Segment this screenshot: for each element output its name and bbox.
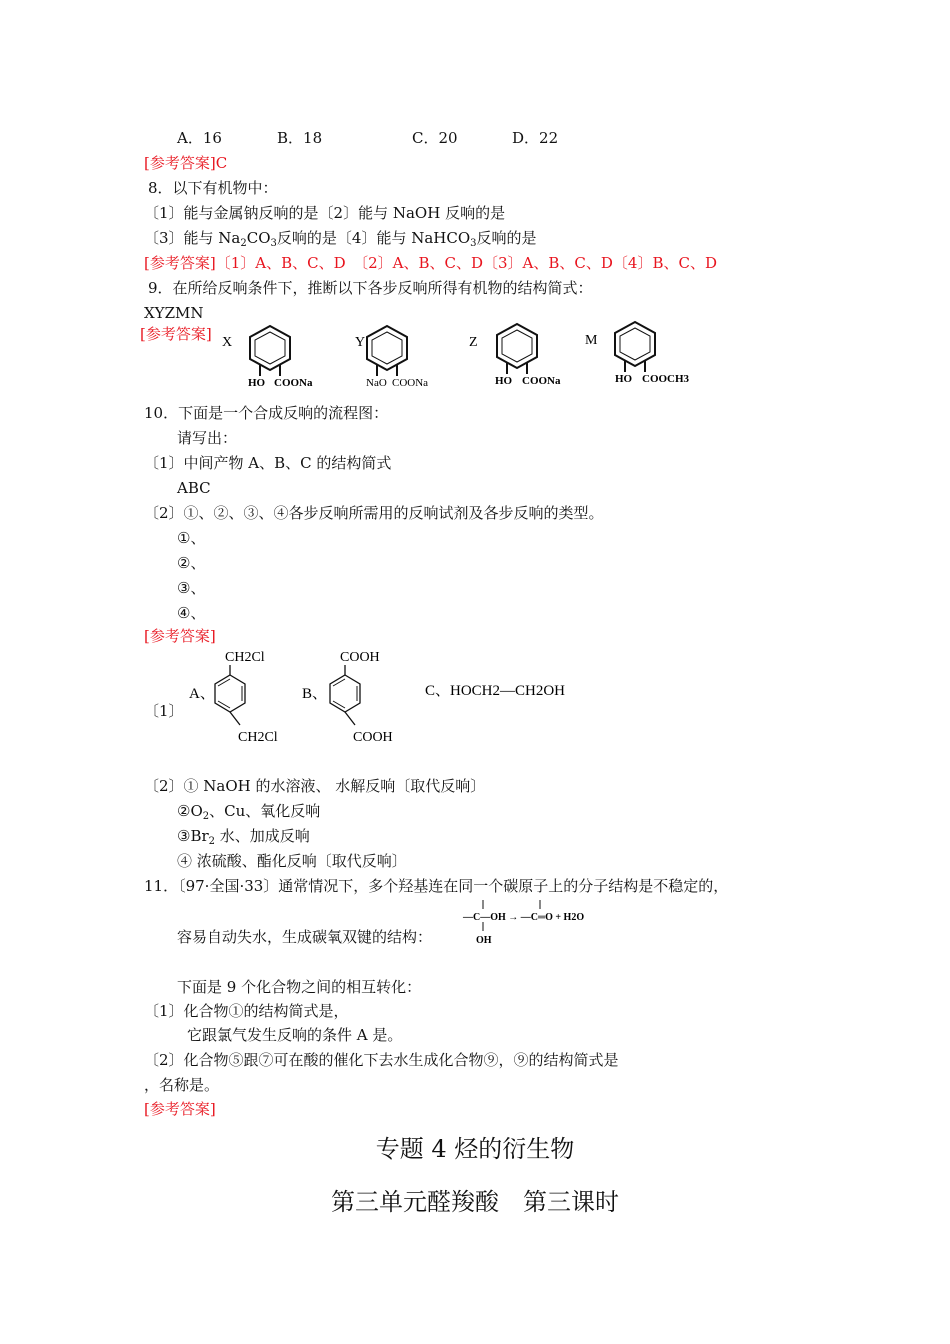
svg-text:COOH: COOH bbox=[353, 730, 393, 745]
q10-answer-tag: [参考答案] bbox=[144, 627, 216, 645]
q9-letters: XYZMN bbox=[144, 304, 204, 322]
q11-part2: 〔2〕化合物⑤跟⑦可在酸的催化下去水生成化合物⑨，⑨的结构简式是 bbox=[144, 1051, 619, 1069]
option-b: B．18 bbox=[277, 129, 323, 147]
svg-text:HO: HO bbox=[248, 377, 266, 389]
structure-m bbox=[585, 322, 690, 385]
q11-stem2: 容易自动失水，生成碳氧双键的结构： bbox=[177, 928, 433, 946]
q8-answer: [参考答案]〔1〕A、B、C、D 〔2〕A、B、C、D〔3〕A、B、C、D〔4〕B、C、D bbox=[144, 254, 717, 272]
q8-line1: 〔1〕能与金属钠反响的是〔2〕能与 NaOH 反响的是 bbox=[144, 204, 506, 222]
svg-text:NaO: NaO bbox=[366, 377, 387, 389]
svg-text:X: X bbox=[222, 335, 233, 350]
svg-text:COONa: COONa bbox=[522, 375, 561, 387]
svg-text:COOCH3: COOCH3 bbox=[642, 373, 690, 385]
q10-answer-structures bbox=[185, 645, 605, 750]
structure-a bbox=[189, 650, 278, 745]
q11-part2b: ，名称是。 bbox=[144, 1076, 220, 1094]
q10-ans2-3: $③Br_2$ 水、加成反响 bbox=[177, 827, 310, 847]
q10-ans2-2: $②O_2$、Cu、氧化反响 bbox=[177, 802, 321, 822]
option-c: C．20 bbox=[412, 129, 458, 147]
q11-intro: 下面是 9 个化合物之间的相互转化： bbox=[177, 978, 422, 996]
q10-blank-4: ④、 bbox=[177, 604, 206, 622]
svg-text:HO: HO bbox=[615, 373, 633, 385]
q10-blank-3: ③、 bbox=[177, 579, 206, 597]
svg-text:B、: B、 bbox=[302, 686, 328, 702]
structure-z bbox=[469, 324, 561, 387]
q11-dehydration-formula bbox=[460, 898, 610, 948]
q10-stem: 10．下面是一个合成反响的流程图： bbox=[144, 404, 389, 422]
svg-text:A、: A、 bbox=[189, 686, 215, 702]
svg-text:M: M bbox=[585, 333, 598, 348]
q10-ans1-prefix: 〔1〕 bbox=[144, 702, 184, 720]
q10-ans2-1: 〔2〕① NaOH 的水溶液、 水解反响〔取代反响〕 bbox=[144, 777, 486, 795]
section-title: 专题 4 烃的衍生物 bbox=[375, 1135, 575, 1163]
q8-line2: 〔3〕能与 $Na_2CO_3$反响的是〔4〕能与 NaHCO$_3$反响的是 bbox=[144, 229, 537, 249]
q10-part2: 〔2〕①、②、③、④各步反响所需用的反响试剂及各步反响的类型。 bbox=[144, 504, 604, 522]
svg-text:—C—OH → —C═O + H2O: —C—OH → —C═O + H2O bbox=[463, 912, 585, 923]
structure-b bbox=[302, 650, 393, 745]
q11-part1: 〔1〕化合物①的结构简式是， bbox=[144, 1002, 349, 1020]
svg-text:OH: OH bbox=[476, 935, 492, 946]
svg-text:CH2Cl: CH2Cl bbox=[238, 730, 278, 745]
q7-answer: [参考答案]C bbox=[144, 154, 228, 172]
structure-y bbox=[355, 326, 428, 389]
svg-text:Y: Y bbox=[355, 335, 366, 350]
q8-stem: 8．以下有机物中： bbox=[148, 179, 278, 197]
lesson-title: 第三单元醛羧酸 第三课时 bbox=[331, 1188, 619, 1216]
q10-part1: 〔1〕中间产物 A、B、C 的结构简式 bbox=[144, 454, 392, 472]
svg-text:COONa: COONa bbox=[392, 377, 429, 389]
q10-part1-letters: ABC bbox=[177, 479, 211, 497]
q10-blank-2: ②、 bbox=[177, 554, 206, 572]
svg-text:COONa: COONa bbox=[274, 377, 313, 389]
structure-c: C、HOCH2—CH2OH bbox=[425, 683, 566, 699]
structure-x bbox=[222, 326, 313, 389]
svg-text:Z: Z bbox=[469, 335, 478, 350]
svg-text:COOH: COOH bbox=[340, 650, 380, 665]
svg-text:CH2Cl: CH2Cl bbox=[225, 650, 265, 665]
svg-text:HO: HO bbox=[495, 375, 513, 387]
q9-answer-tag: [参考答案] bbox=[140, 325, 212, 343]
q9-structures bbox=[215, 318, 715, 394]
q11-part1b: 它跟氯气发生反响的条件 A 是。 bbox=[187, 1026, 403, 1044]
option-d: D．22 bbox=[512, 129, 559, 147]
q11-stem: 11．〔97·全国·33〕通常情况下，多个羟基连在同一个碳原子上的分子结构是不稳定的， bbox=[144, 877, 729, 895]
q11-answer-tag: [参考答案] bbox=[144, 1100, 216, 1118]
q10-ans2-4: ④ 浓硫酸、酯化反响〔取代反响〕 bbox=[177, 852, 407, 870]
q10-blank-1: ①、 bbox=[177, 529, 206, 547]
option-a: A．16 bbox=[177, 129, 222, 147]
q10-ask: 请写出： bbox=[177, 429, 238, 447]
q9-stem: 9．在所给反响条件下，推断以下各步反响所得有机物的结构简式： bbox=[148, 279, 593, 297]
